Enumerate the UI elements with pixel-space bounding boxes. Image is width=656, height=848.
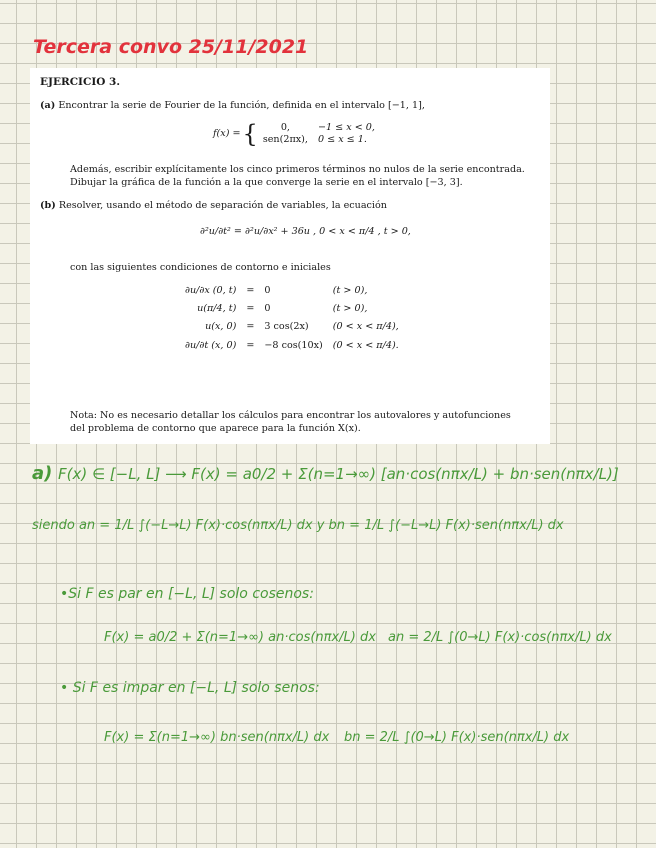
condition-domain: (t > 0), (332, 285, 368, 296)
condition-rhs: 3 cos(2x) (264, 321, 309, 333)
fourier-series-definition: F(x) ∈ [−L, L] ⟶ F(x) = a0/2 + Σ(n=1→∞) [an·cos(nπx/L) + bn·sen(nπx/L)] (58, 465, 619, 483)
part-a-text: Encontrar la serie de Fourier de la función, definida en el intervalo [−1, 1], (58, 100, 425, 111)
even-series: F(x) = a0/2 + Σ(n=1→∞) an·cos(nπx/L) dx (104, 630, 376, 645)
condition-domain: (0 < x < π/4). (332, 339, 399, 351)
part-a-statement (40, 100, 425, 112)
header-note: Tercera convo 25/11/2021 (33, 36, 309, 58)
equals-sign: = (246, 285, 255, 296)
equals-sign: = (246, 303, 255, 315)
condition-row (180, 318, 404, 336)
case1-domain: −1 ≤ x < 0, (317, 122, 375, 133)
condition-lhs: ∂u/∂t (x, 0) (185, 339, 237, 351)
condition-row (180, 300, 404, 318)
even-function-title: •Si F es par en [−L, L] solo cosenos: (60, 586, 314, 602)
condition-lhs: u(π/4, t) (197, 303, 237, 315)
piecewise-function (208, 122, 380, 147)
function-lhs: f(x) = (213, 128, 241, 140)
pde-equation: ∂²u/∂t² = ∂²u/∂x² + 36u , 0 < x < π/4 , t > 0, (200, 226, 411, 237)
condition-rhs: 0 (264, 285, 271, 296)
odd-coefficient: bn = 2/L ∫(0→L) F(x)·sen(nπx/L) dx (344, 730, 570, 745)
condition-rhs: 0 (264, 303, 271, 315)
condition-row (180, 282, 404, 300)
condition-domain: (0 < x < π/4), (332, 321, 399, 333)
part-b-statement (40, 200, 387, 212)
part-b-label: (b) (40, 200, 56, 211)
equals-sign: = (246, 339, 255, 351)
note-line1: Nota: No es necesario detallar los cálculos para encontrar los autovalores y autofunciones (70, 410, 511, 421)
odd-series: F(x) = Σ(n=1→∞) bn·sen(nπx/L) dx (104, 730, 330, 745)
part-a-line3: Dibujar la gráfica de la función a la que converge la serie en el intervalo [−3, 3]. (70, 177, 463, 188)
case2-domain: 0 ≤ x ≤ 1. (317, 134, 367, 146)
condition-domain: (t > 0), (332, 303, 368, 315)
equals-sign: = (246, 321, 255, 333)
exercise-title: EJERCICIO 3. (40, 76, 121, 88)
condition-lhs: u(x, 0) (205, 321, 237, 333)
even-coefficient: an = 2/L ∫(0→L) F(x)·cos(nπx/L) dx (388, 630, 612, 645)
brace-symbol: { (242, 120, 258, 149)
note-line2: del problema de contorno que aparece para la función X(x). (70, 423, 361, 434)
condition-rhs: −8 cos(10x) (264, 339, 323, 351)
conditions-intro: con las siguientes condiciones de contorno e iniciales (70, 262, 331, 273)
case1-value: 0, (280, 122, 290, 133)
condition-lhs: ∂u/∂x (0, t) (185, 285, 237, 296)
case2-value: sen(2πx), (262, 134, 308, 146)
condition-row (180, 337, 404, 355)
notes-a-label: a) (32, 463, 53, 484)
fourier-coefficients: siendo an = 1/L ∫(−L→L) F(x)·cos(nπx/L) dx y bn = 1/L ∫(−L→L) F(x)·sen(nπx/L) dx (32, 518, 564, 533)
odd-function-title: • Si F es impar en [−L, L] solo senos: (60, 680, 320, 696)
exercise-sheet (30, 68, 550, 444)
part-b-text: Resolver, usando el método de separación de variables, la ecuación (58, 200, 387, 211)
conditions-block (180, 282, 404, 355)
part-a-line2: Además, escribir explícitamente los cinco primeros términos no nulos de la serie encontrada. (70, 164, 525, 175)
part-a-label: (a) (40, 100, 56, 111)
